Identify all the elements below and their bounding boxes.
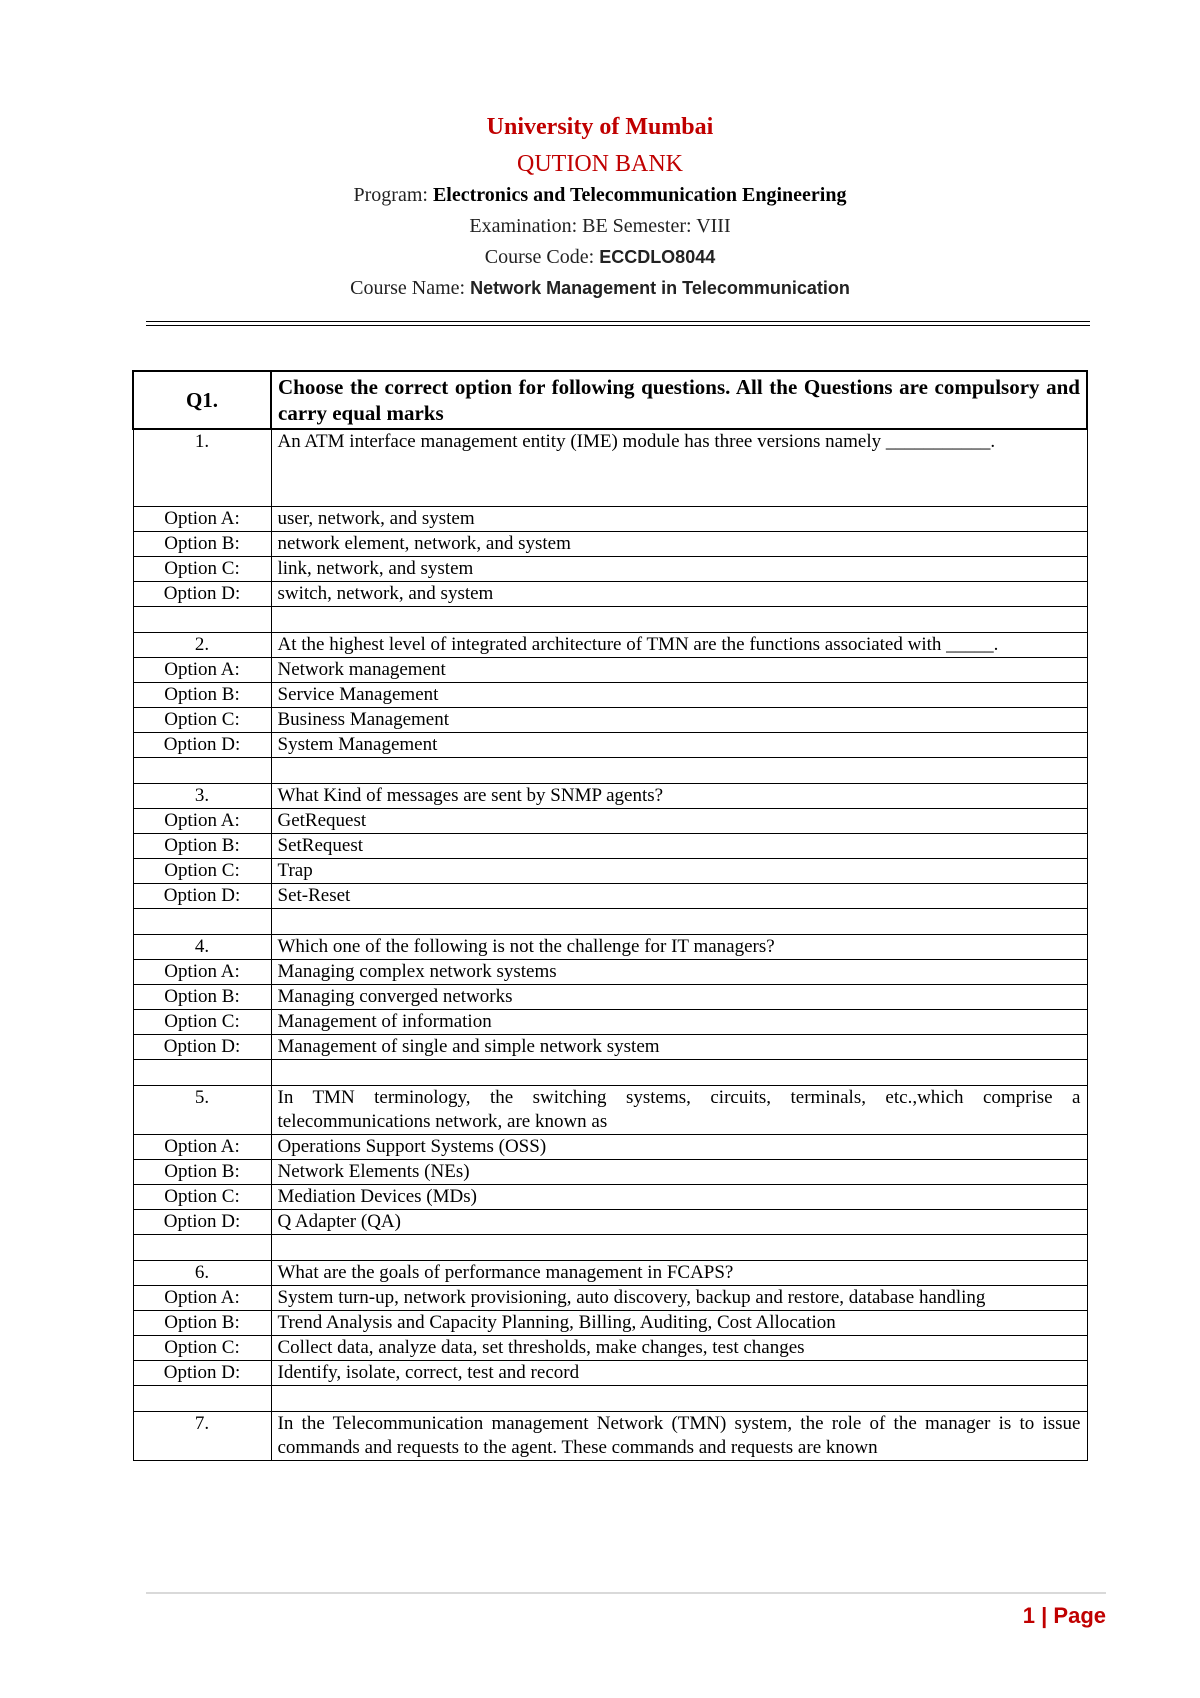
option-text: Identify, isolate, correct, test and record (271, 1361, 1087, 1386)
option-label: Option B: (133, 683, 271, 708)
option-text: SetRequest (271, 834, 1087, 859)
question-row (133, 1412, 1087, 1461)
option-text: Management of single and simple network system (271, 1035, 1087, 1060)
question-text: In the Telecommunication management Network (TMN) system, the role of the manager is to issue commands and requests to the agent. These commands and requests are known (271, 1412, 1087, 1461)
option-text: Business Management (271, 708, 1087, 733)
question-text: Which one of the following is not the challenge for IT managers? (271, 935, 1087, 960)
header-divider-bottom (146, 325, 1090, 326)
footer-divider (146, 1592, 1106, 1594)
option-row (133, 532, 1087, 557)
option-label: Option C: (133, 1185, 271, 1210)
instructions: Choose the correct option for following questions. All the Questions are compulsory and carry equal marks (271, 371, 1087, 429)
course-code-value: ECCDLO8044 (599, 247, 716, 267)
course-name-value: Network Management in Telecommunication (470, 278, 850, 298)
question-bank-title: QUTION BANK (517, 151, 683, 177)
option-label: Option D: (133, 733, 271, 758)
option-text: Management of information (271, 1010, 1087, 1035)
option-text: link, network, and system (271, 557, 1087, 582)
empty-cell (133, 1235, 271, 1261)
question-text: What are the goals of performance management in FCAPS? (271, 1261, 1087, 1286)
empty-cell (271, 1235, 1087, 1261)
option-row (133, 834, 1087, 859)
option-row (133, 1135, 1087, 1160)
empty-cell (271, 909, 1087, 935)
page-number: 1 (1022, 1603, 1036, 1628)
option-label: Option D: (133, 582, 271, 607)
option-label: Option C: (133, 708, 271, 733)
option-label: Option D: (133, 1035, 271, 1060)
question-row (133, 1086, 1087, 1135)
option-text: network element, network, and system (271, 532, 1087, 557)
option-text: Collect data, analyze data, set thresholds, make changes, test changes (271, 1336, 1087, 1361)
option-text: switch, network, and system (271, 582, 1087, 607)
option-text: Trap (271, 859, 1087, 884)
option-row (133, 809, 1087, 834)
option-text: System Management (271, 733, 1087, 758)
option-label: Option C: (133, 859, 271, 884)
empty-cell (271, 607, 1087, 633)
question-number: 6. (133, 1261, 271, 1286)
option-label: Option C: (133, 1010, 271, 1035)
option-row (133, 1311, 1087, 1336)
course-code-label: Course Code: (484, 246, 600, 268)
option-row (133, 1286, 1087, 1311)
option-row (133, 733, 1087, 758)
option-label: Option A: (133, 507, 271, 532)
program-label: Program: (353, 184, 433, 206)
empty-cell (271, 1060, 1087, 1086)
option-text: Set-Reset (271, 884, 1087, 909)
page-footer (1023, 1603, 1106, 1629)
question-number: 3. (133, 784, 271, 809)
spacer-row (133, 909, 1087, 935)
empty-cell (133, 1060, 271, 1086)
option-label: Option C: (133, 1336, 271, 1361)
course-name-line (0, 273, 1200, 304)
option-row (133, 859, 1087, 884)
option-row (133, 985, 1087, 1010)
course-code-line (0, 242, 1200, 273)
option-label: Option D: (133, 1210, 271, 1235)
question-number: 2. (133, 633, 271, 658)
option-text: Q Adapter (QA) (271, 1210, 1087, 1235)
option-text: Mediation Devices (MDs) (271, 1185, 1087, 1210)
option-row (133, 582, 1087, 607)
question-number: 1. (133, 429, 271, 507)
question-number: 5. (133, 1086, 271, 1135)
option-row (133, 1185, 1087, 1210)
header-divider-top (146, 321, 1090, 322)
option-text: Managing converged networks (271, 985, 1087, 1010)
question-row (133, 1261, 1087, 1286)
question-text: At the highest level of integrated architecture of TMN are the functions associated with _____. (271, 633, 1087, 658)
option-row (133, 658, 1087, 683)
option-label: Option B: (133, 834, 271, 859)
option-text: Service Management (271, 683, 1087, 708)
exam-line: Examination: BE Semester: VIII (469, 215, 731, 237)
option-row (133, 557, 1087, 582)
option-text: Network Elements (NEs) (271, 1160, 1087, 1185)
option-label: Option A: (133, 1135, 271, 1160)
question-row (133, 935, 1087, 960)
option-label: Option A: (133, 658, 271, 683)
option-row (133, 1210, 1087, 1235)
option-text: Trend Analysis and Capacity Planning, Billing, Auditing, Cost Allocation (271, 1311, 1087, 1336)
question-group-label: Q1. (133, 371, 271, 429)
empty-cell (133, 758, 271, 784)
page-word: Page (1053, 1603, 1106, 1628)
question-row (133, 429, 1087, 507)
option-label: Option B: (133, 1311, 271, 1336)
program-line (0, 180, 1200, 211)
option-label: Option C: (133, 557, 271, 582)
empty-cell (133, 607, 271, 633)
option-text: System turn-up, network provisioning, auto discovery, backup and restore, database handling (271, 1286, 1087, 1311)
option-row (133, 1160, 1087, 1185)
option-row (133, 507, 1087, 532)
option-label: Option A: (133, 809, 271, 834)
option-label: Option B: (133, 1160, 271, 1185)
spacer-row (133, 758, 1087, 784)
option-row (133, 1010, 1087, 1035)
option-text: GetRequest (271, 809, 1087, 834)
question-number: 4. (133, 935, 271, 960)
program-value: Electronics and Telecommunication Engineering (432, 184, 847, 206)
empty-cell (271, 758, 1087, 784)
option-row (133, 708, 1087, 733)
question-table (132, 370, 1088, 1461)
option-row (133, 1361, 1087, 1386)
option-row (133, 1336, 1087, 1361)
question-row (133, 633, 1087, 658)
option-label: Option A: (133, 960, 271, 985)
course-name-label: Course Name: (350, 277, 471, 299)
option-text: Managing complex network systems (271, 960, 1087, 985)
option-label: Option D: (133, 1361, 271, 1386)
question-row (133, 784, 1087, 809)
empty-cell (133, 909, 271, 935)
university-title: University of Mumbai (486, 114, 714, 140)
empty-cell (271, 1386, 1087, 1412)
empty-cell (133, 1386, 271, 1412)
question-text: An ATM interface management entity (IME) module has three versions namely ___________. (271, 429, 1087, 507)
option-label: Option B: (133, 985, 271, 1010)
option-label: Option B: (133, 532, 271, 557)
option-label: Option D: (133, 884, 271, 909)
option-row (133, 1035, 1087, 1060)
option-row (133, 683, 1087, 708)
spacer-row (133, 607, 1087, 633)
spacer-row (133, 1386, 1087, 1412)
option-row (133, 960, 1087, 985)
option-text: user, network, and system (271, 507, 1087, 532)
spacer-row (133, 1060, 1087, 1086)
page-separator: | (1035, 1603, 1054, 1628)
question-number: 7. (133, 1412, 271, 1461)
question-text: What Kind of messages are sent by SNMP agents? (271, 784, 1087, 809)
table-header-row (133, 371, 1087, 429)
question-text: In TMN terminology, the switching systems, circuits, terminals, etc.,which comprise a telecommunications network, are known as (271, 1086, 1087, 1135)
option-label: Option A: (133, 1286, 271, 1311)
document-header (0, 112, 1200, 304)
option-text: Network management (271, 658, 1087, 683)
option-text: Operations Support Systems (OSS) (271, 1135, 1087, 1160)
spacer-row (133, 1235, 1087, 1261)
option-row (133, 884, 1087, 909)
